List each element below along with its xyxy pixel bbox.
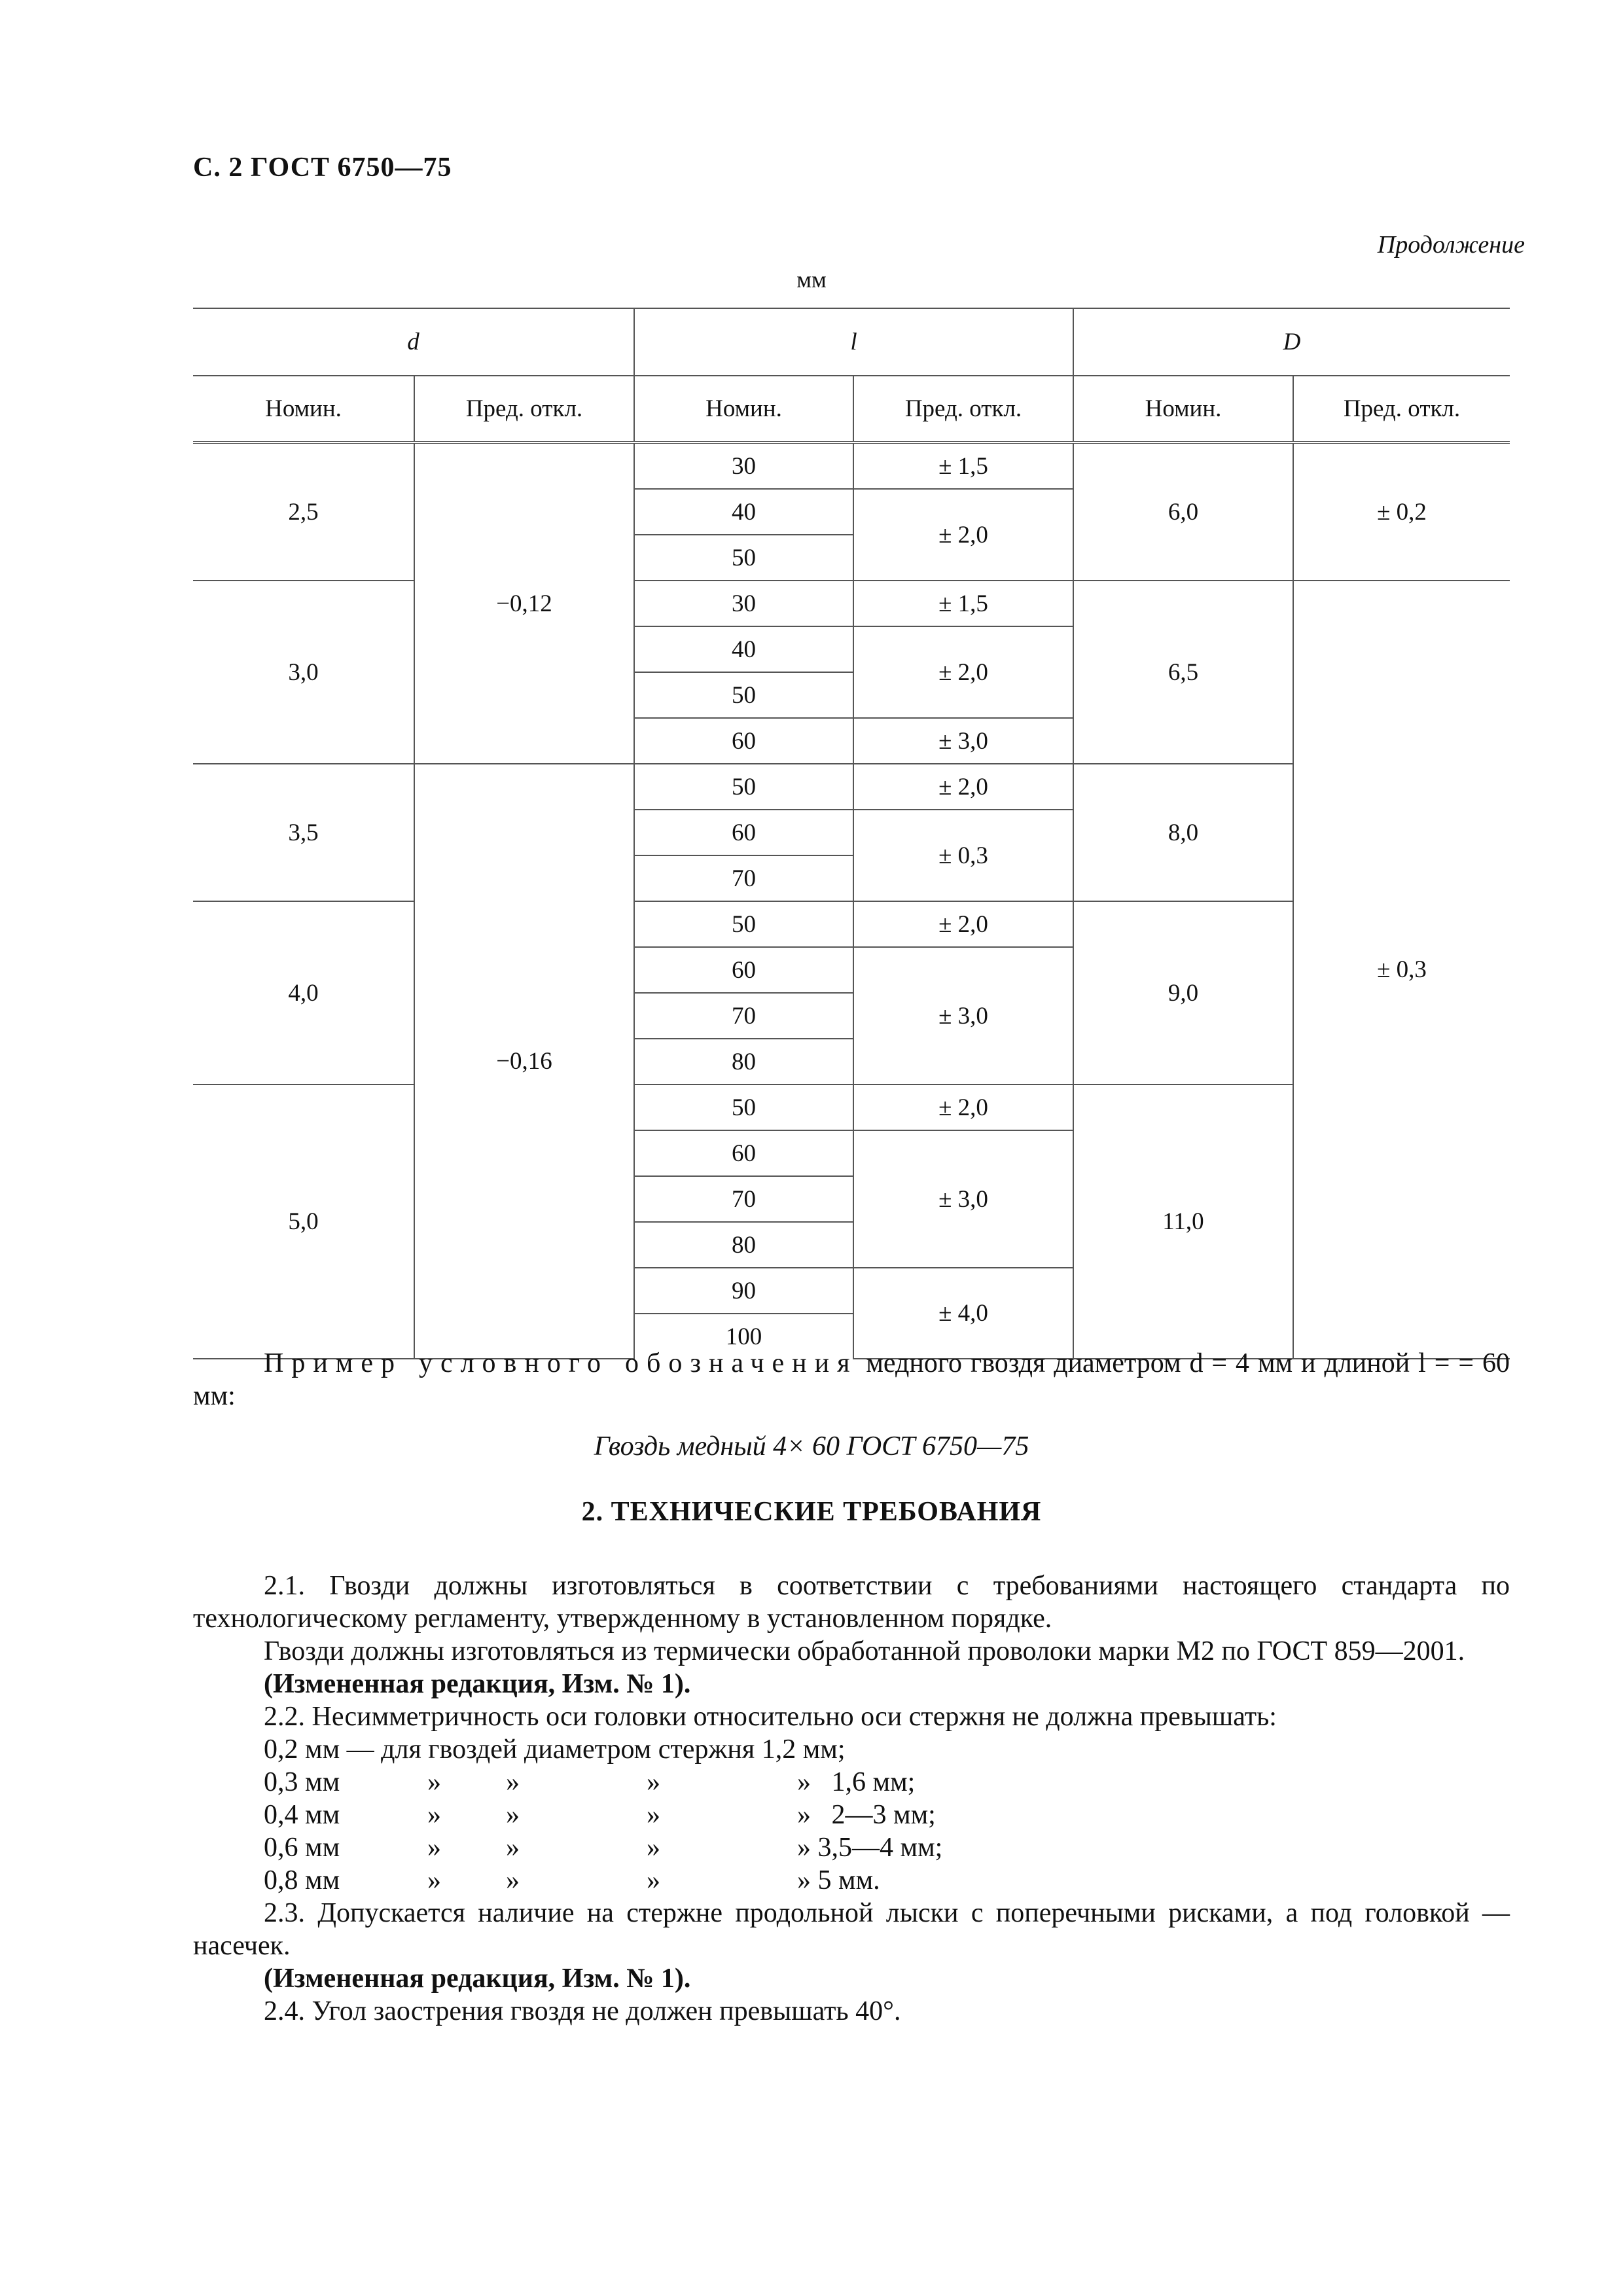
D-nominal: 6,0: [1073, 442, 1293, 581]
D-nominal: 9,0: [1073, 901, 1293, 1085]
d-tolerance: −0,12: [414, 442, 634, 764]
l-nominal: 60: [634, 947, 853, 993]
asymmetry-row: 0,3 мм » » » » 1,6 мм;: [264, 1767, 916, 1797]
D-nominal: 11,0: [1073, 1085, 1293, 1359]
l-tolerance: ± 1,5: [853, 581, 1073, 626]
group-header-d: d: [193, 308, 634, 376]
paragraph-2-1: 2.1. Гвозди должны изготовляться в соответствии с требованиями настоящего стандарта по технологическому регламенту, утвержденному в установленном порядке.: [193, 1571, 1510, 1634]
continuation-label: Продолжение: [1377, 231, 1525, 259]
l-nominal: 30: [634, 581, 853, 626]
designation-example: [193, 1347, 1510, 1412]
d-tolerance: −0,16: [414, 764, 634, 1359]
paragraph-2-3: 2.3. Допускается наличие на стержне продольной лыски с поперечными рисками, а под головкой — насечек.: [193, 1898, 1510, 1961]
l-tolerance: ± 0,3: [853, 810, 1073, 901]
example-text: медного гвоздя диаметром d = 4 мм и длиной l = = 60 мм:: [193, 1348, 1510, 1411]
col-header: Пред. откл.: [853, 376, 1073, 442]
l-nominal: 70: [634, 993, 853, 1039]
asymmetry-row: 0,8 мм » » » » 5 мм.: [264, 1865, 880, 1895]
group-header-l: l: [634, 308, 1073, 376]
l-tolerance: ± 4,0: [853, 1268, 1073, 1359]
paragraph-2-1-material: Гвозди должны изготовляться из термически обработанной проволоки марки М2 по ГОСТ 859—2001.: [264, 1636, 1465, 1666]
l-tolerance: ± 3,0: [853, 1130, 1073, 1268]
asymmetry-row: 0,6 мм » » » » 3,5—4 мм;: [264, 1833, 943, 1863]
l-nominal: 80: [634, 1222, 853, 1268]
l-tolerance: ± 2,0: [853, 626, 1073, 718]
col-header: Пред. откл.: [1293, 376, 1510, 442]
col-header: Номин.: [634, 376, 853, 442]
l-tolerance: ± 2,0: [853, 901, 1073, 947]
dimensions-table: [193, 308, 1510, 1359]
l-nominal: 30: [634, 442, 853, 489]
l-nominal: 60: [634, 810, 853, 855]
l-tolerance: ± 2,0: [853, 489, 1073, 581]
d-nominal: 3,5: [193, 764, 414, 901]
section-body: [193, 1570, 1510, 2028]
col-header: Номин.: [1073, 376, 1293, 442]
paragraph-2-2: 2.2. Несимметричность оси головки относительно оси стержня не должна превышать:: [264, 1702, 1277, 1732]
l-nominal: 40: [634, 626, 853, 672]
l-nominal: 70: [634, 1176, 853, 1222]
unit-label: мм: [796, 266, 827, 293]
asymmetry-first-line: 0,2 мм — для гвоздей диаметром стержня 1,2 мм;: [264, 1734, 846, 1765]
l-tolerance: ± 3,0: [853, 718, 1073, 764]
page-header: С. 2 ГОСТ 6750—75: [193, 152, 452, 183]
l-nominal: 80: [634, 1039, 853, 1085]
amendment-note: (Измененная редакция, Изм. № 1).: [264, 1964, 691, 1994]
l-nominal: 70: [634, 855, 853, 901]
l-tolerance: ± 1,5: [853, 442, 1073, 489]
asymmetry-row: 0,4 мм » » » » 2—3 мм;: [264, 1800, 936, 1830]
example-spaced-label: Пример условного обозначения: [264, 1348, 858, 1378]
l-nominal: 40: [634, 489, 853, 535]
col-header: Номин.: [193, 376, 414, 442]
l-nominal: 50: [634, 672, 853, 718]
l-nominal: 50: [634, 901, 853, 947]
designation-line: Гвоздь медный 4× 60 ГОСТ 6750—75: [594, 1431, 1029, 1462]
l-tolerance: ± 2,0: [853, 1085, 1073, 1130]
l-nominal: 100: [634, 1314, 853, 1359]
l-tolerance: ± 3,0: [853, 947, 1073, 1085]
D-tolerance: ± 0,3: [1293, 581, 1510, 1359]
d-nominal: 4,0: [193, 901, 414, 1085]
d-nominal: 3,0: [193, 581, 414, 764]
l-tolerance: ± 2,0: [853, 764, 1073, 810]
l-nominal: 50: [634, 535, 853, 581]
l-nominal: 50: [634, 1085, 853, 1130]
l-nominal: 60: [634, 1130, 853, 1176]
l-nominal: 90: [634, 1268, 853, 1314]
d-nominal: 2,5: [193, 442, 414, 581]
col-header: Пред. откл.: [414, 376, 634, 442]
l-nominal: 60: [634, 718, 853, 764]
d-nominal: 5,0: [193, 1085, 414, 1359]
D-tolerance: ± 0,2: [1293, 442, 1510, 581]
paragraph-2-4: 2.4. Угол заострения гвоздя не должен превышать 40°.: [264, 1996, 901, 2026]
D-nominal: 8,0: [1073, 764, 1293, 901]
section-title: 2. ТЕХНИЧЕСКИЕ ТРЕБОВАНИЯ: [581, 1497, 1042, 1527]
l-nominal: 50: [634, 764, 853, 810]
D-nominal: 6,5: [1073, 581, 1293, 764]
amendment-note: (Измененная редакция, Изм. № 1).: [264, 1669, 691, 1699]
group-header-D: D: [1073, 308, 1510, 376]
